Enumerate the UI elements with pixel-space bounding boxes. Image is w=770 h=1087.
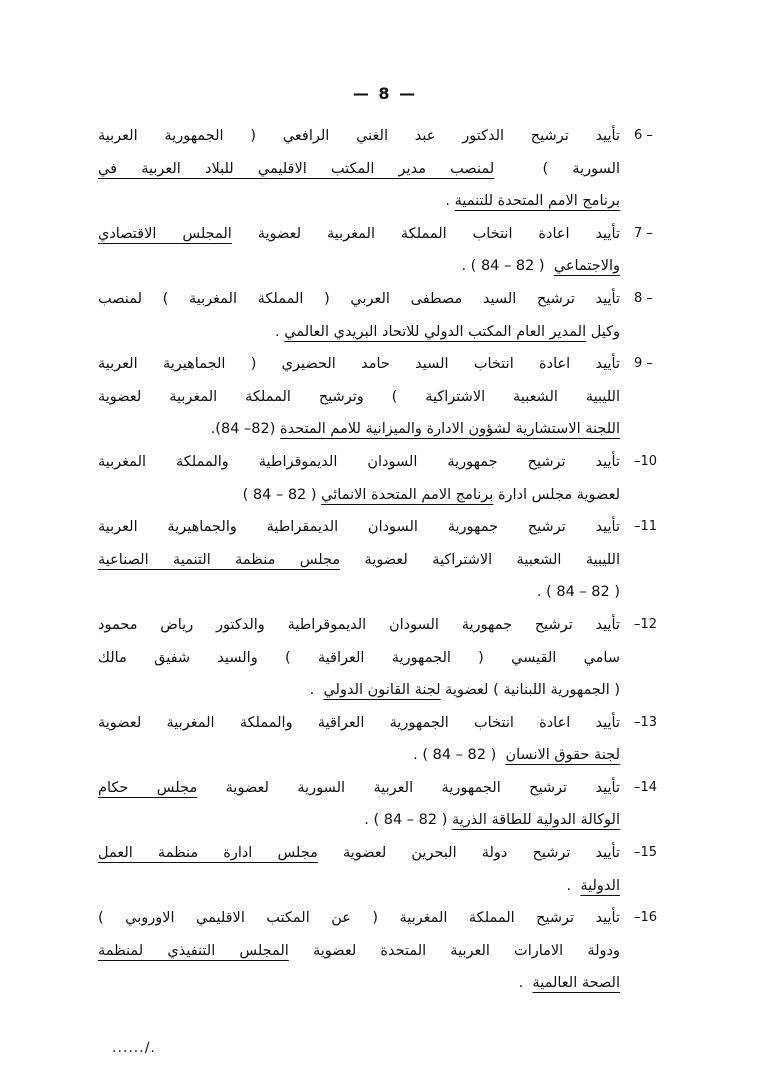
text-line — [98, 446, 620, 479]
list-item — [98, 707, 668, 772]
text-segment: السورية ) — [494, 160, 620, 177]
text-segment: تأييد اعادة انتخاب المملكة المغربية لعضوية — [231, 225, 620, 242]
text-line — [98, 283, 620, 316]
text-line — [98, 250, 620, 283]
text-line — [98, 967, 620, 1000]
text-segment: وكيل — [586, 323, 620, 340]
underlined-text: المجلس الاقتصادي — [98, 225, 232, 242]
text-line — [98, 707, 620, 740]
text-segment: ودولة الامارات العربية المتحدة لعضوية — [288, 942, 620, 959]
underlined-text: لمنصب مدير المكتب الاقليمي للبلاد العربية في — [98, 160, 495, 177]
list-item — [98, 218, 668, 283]
text-line — [98, 479, 620, 512]
item-number: –14 — [634, 779, 658, 795]
text-segment: . — [566, 877, 581, 894]
list-item — [98, 120, 668, 218]
text-segment: تأييد ترشيح جمهورية السودان الديموقراطية والمملكة المغربية — [98, 453, 620, 470]
item-number: 7 – — [634, 225, 653, 241]
page-number: — 8 — — [352, 84, 418, 103]
text-segment: ( 82 – 84 ) . — [364, 812, 452, 829]
document-body — [98, 120, 668, 1000]
text-segment: . — [518, 975, 533, 992]
list-item — [98, 283, 668, 348]
text-line — [98, 935, 620, 968]
text-segment: تأييد ترشيح الجمهورية العربية السورية لعضوية — [197, 779, 620, 796]
underlined-text: اللجنة الاستشارية لشؤون الادارة والميزانية للامم المتحدة — [280, 421, 620, 438]
list-item — [98, 348, 668, 446]
text-segment: الليبية الشعبية الاشتراكية لعضوية — [340, 551, 620, 568]
text-line — [98, 739, 620, 772]
text-line — [98, 642, 620, 675]
item-number: –13 — [634, 714, 658, 730]
text-segment: ( 82 – 84 ) . — [536, 584, 620, 601]
text-line — [98, 576, 620, 609]
item-number: 8 – — [634, 290, 653, 306]
item-number: –12 — [634, 616, 658, 632]
list-item — [98, 772, 668, 837]
text-segment: . — [275, 323, 285, 340]
text-segment: تأييد ترشيح المملكة المغربية ( عن المكتب الاقليمي الاوروبي ) — [98, 910, 620, 927]
text-line — [98, 837, 620, 870]
text-segment: . — [445, 193, 455, 210]
text-line — [98, 348, 620, 381]
underlined-text: مجلس منظمة التنمية الصناعية — [98, 551, 341, 568]
item-number: –10 — [634, 453, 658, 469]
text-line — [98, 674, 620, 707]
underlined-text: لجنة القانون الدولي — [323, 682, 441, 699]
text-segment: ( 82 – 84 ) . — [461, 258, 554, 275]
underlined-text: والاجتماعي — [553, 258, 620, 275]
underlined-text: مجلس حكام — [98, 779, 198, 796]
text-line — [98, 609, 620, 642]
list-item — [98, 609, 668, 707]
underlined-text: برنامج الامم المتحدة الانمائي — [321, 486, 494, 503]
item-number: 6 – — [634, 128, 653, 143]
item-number: 9 – — [634, 356, 653, 372]
text-segment: سامي القيسي ( الجمهورية العراقية ) والسيد شفيق مالك — [98, 649, 620, 666]
text-segment: تأييد اعادة انتخاب الجمهورية العراقية والمملكة المغربية لعضوية — [98, 714, 620, 731]
text-segment: ( 82 – 84 ) — [242, 486, 322, 503]
underlined-text: الوكالة الدولية للطاقة الذرية — [451, 812, 620, 829]
text-segment: الليبية الشعبية الاشتراكية ) وترشيح المملكة المغربية لعضوية — [98, 388, 620, 405]
underlined-text: مجلس ادارة منظمة العمل — [98, 845, 318, 862]
text-line — [98, 772, 620, 805]
text-segment: تأييد ترشيح جمهورية السودان الديموقراطية والدكتور رياض محمود — [98, 616, 620, 633]
underlined-text: الصحة العالمية — [532, 975, 620, 992]
text-line — [98, 413, 620, 446]
item-number: –11 — [634, 519, 658, 535]
underlined-text: لجنة حقوق الانسان — [505, 747, 620, 764]
text-segment: ( 82 – 84 ) . — [413, 747, 506, 764]
underlined-text: برنامج الامم المتحدة للتنمية — [454, 193, 620, 210]
item-number: –15 — [634, 845, 658, 861]
text-line — [98, 316, 620, 349]
text-line — [98, 185, 620, 218]
text-line — [98, 870, 620, 903]
text-line — [98, 902, 620, 935]
text-line — [98, 511, 620, 544]
text-segment: . — [309, 682, 324, 699]
list-item — [98, 902, 668, 1000]
list-item — [98, 837, 668, 902]
underlined-text: المدير العام المكتب الدولي للاتحاد البريدي العالمي — [284, 323, 587, 340]
text-line — [98, 804, 620, 837]
text-segment: (82– 84). — [210, 421, 281, 438]
text-segment: تأييد ترشيح الدكتور عبد الغني الرافعي ( الجمهورية العربية — [98, 128, 620, 144]
list-item — [98, 511, 668, 609]
text-segment: تأييد ترشيح السيد مصطفى العربي ( المملكة المغربية ) لمنصب — [98, 290, 620, 307]
text-segment: تأييد اعادة انتخاب السيد حامد الحضيري ( الجماهيرية العربية — [98, 356, 620, 373]
text-line — [98, 120, 620, 153]
text-segment: تأييد ترشيح دولة البحرين لعضوية — [317, 845, 620, 862]
list-item — [98, 446, 668, 511]
text-segment: ( الجمهورية اللبنانية ) لعضوية — [440, 682, 620, 699]
underlined-text: الدولية — [580, 877, 620, 894]
text-segment: لعضوية مجلس ادارة — [493, 486, 620, 503]
continuation-mark: ....../. — [112, 1040, 156, 1056]
text-line — [98, 153, 620, 186]
underlined-text: المجلس التنفيذي لمنظمة — [98, 942, 289, 959]
text-line — [98, 218, 620, 251]
item-number: –16 — [634, 910, 658, 926]
text-segment: تأييد ترشيح جمهورية السودان الديمقراطية والجماهيرية العربية — [98, 519, 620, 536]
text-line — [98, 381, 620, 414]
text-line — [98, 544, 620, 577]
